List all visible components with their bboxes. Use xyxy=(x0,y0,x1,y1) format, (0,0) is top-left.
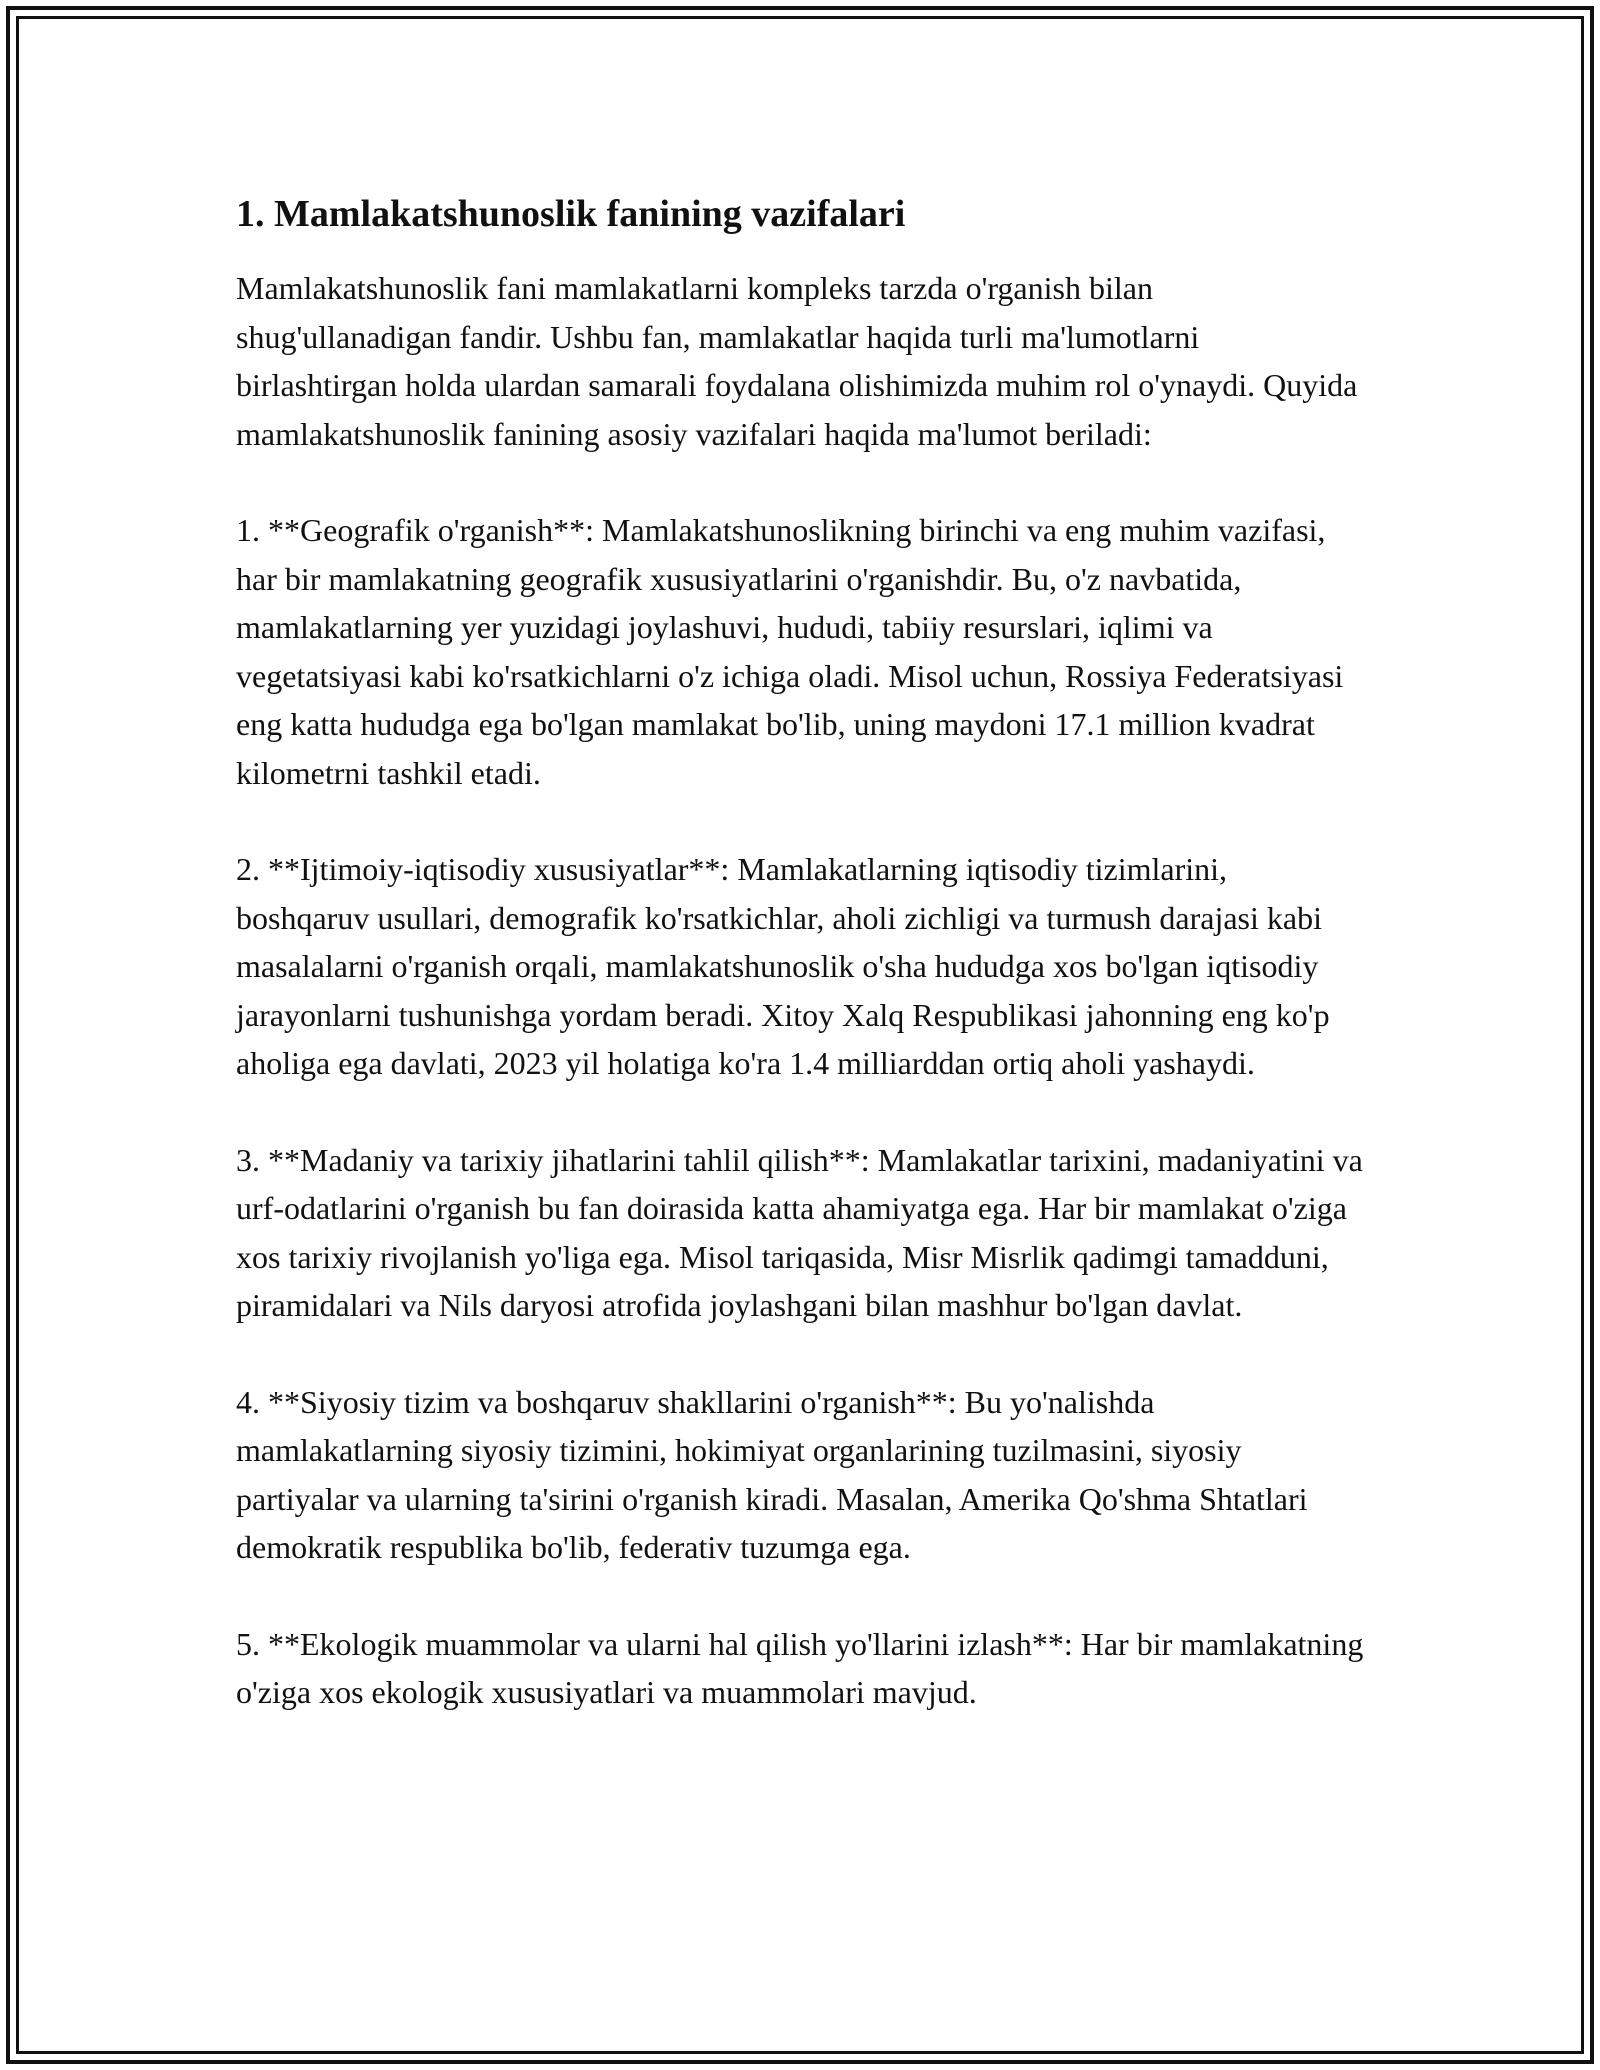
document-body xyxy=(236,186,1366,1765)
paragraph-ecological-issues: 5. **Ekologik muammolar va ularni hal qilish yo'llarini izlash**: Har bir mamlakatning o'ziga xos ekologik xususiyatlari va muammolari mavjud. xyxy=(236,1625,1364,1710)
paragraph-cultural-historical: 3. **Madaniy va tarixiy jihatlarini tahlil qilish**: Mamlakatlar tarixini, madaniyatini va urf-odatlarini o'rganish bu fan doirasida katta ahamiyatga ega. Har bir mamlakat o'ziga xos tarixiy rivojlanish yo'liga ega. Misol tariqasida, Misr Misrlik qadimgi tamadduni, piramidalari va Nils daryosi atrofida joylashgani bilan mashhur bo'lgan davlat. xyxy=(236,1141,1363,1323)
paragraph-geographic-study: 1. **Geografik o'rganish**: Mamlakatshunoslikning birinchi va eng muhim vazifasi, har bir mamlakatning geografik xususiyatlarini o'rganishdir. Bu, o'z navbatida, mamlakatlarning yer yuzidagi joylashuvi, hududi, tabiiy resurslari, iqlimi va vegetatsiyasi kabi ko'rsatkichlarni o'z ichiga oladi. Misol uchun, Rossiya Federatsiyasi eng katta hududga ega bo'lgan mamlakat bo'lib, uning maydoni 17.1 million kvadrat kilometrni tashkil etadi. xyxy=(236,512,1344,791)
section-heading: 1. Mamlakatshunoslik fanining vazifalari xyxy=(236,193,906,235)
intro-paragraph: Mamlakatshunoslik fani mamlakatlarni kompleks tarzda o'rganish bilan shug'ullanadigan fandir. Ushbu fan, mamlakatlar haqida turli ma'lumotlarni birlashtirgan holda ulardan samarali foydalana olishimizda muhim rol o'ynaydi. Quyida mamlakatshunoslik fanining asosiy vazifalari haqida ma'lumot beriladi: xyxy=(236,270,1358,452)
paragraph-socio-economic: 2. **Ijtimoiy-iqtisodiy xususiyatlar**: Mamlakatlarning iqtisodiy tizimlarini, boshqaruv usullari, demografik ko'rsatkichlar, aholi zichligi va turmush darajasi kabi masalalarni o'rganish orqali, mamlakatshunoslik o'sha hududga xos bo'lgan iqtisodiy jarayonlarni tushunishga yordam beradi. Xitoy Xalq Respublikasi jahonning eng ko'p aholiga ega davlati, 2023 yil holatiga ko'ra 1.4 milliarddan ortiq aholi yashaydi. xyxy=(236,851,1330,1081)
paragraph-political-system: 4. **Siyosiy tizim va boshqaruv shakllarini o'rganish**: Bu yo'nalishda mamlakatlarning siyosiy tizimini, hokimiyat organlarining tuzilmasini, siyosiy partiyalar va ularning ta'sirini o'rganish kiradi. Masalan, Amerika Qo'shma Shtatlari demokratik respublika bo'lib, federativ tuzumga ega. xyxy=(236,1383,1308,1565)
